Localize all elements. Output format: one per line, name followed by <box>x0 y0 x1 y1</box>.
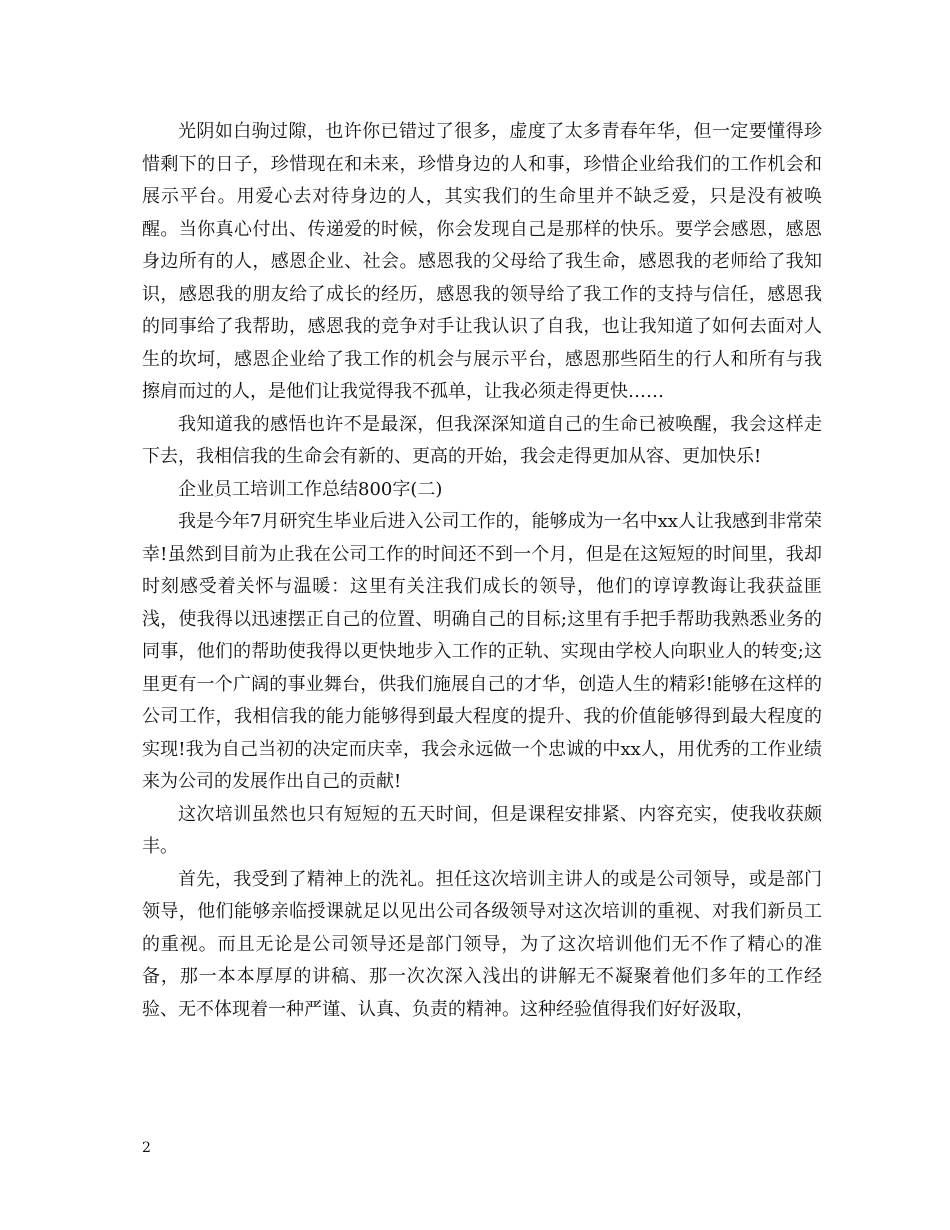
paragraph-joining-company: 我是今年7月研究生毕业后进入公司工作的，能够成为一名中xx人让我感到非常荣幸!虽然到目前为止我在公司工作的时间还不到一个月，但是在这短短的时间里，我却时刻感受着关怀与温暖：这里有关注我们成长的领导，他们的谆谆教诲让我获益匪浅，使我得以迅速摆正自己的位置、明确自己的目标;这里有手把手帮助我熟悉业务的同事，他们的帮助使我得以更快地步入工作的正轨、实现由学校人向职业人的转变;这里更有一个广阔的事业舞台，供我们施展自己的才华，创造人生的精彩!能够在这样的公司工作，我相信我的能力能够得到最大程度的提升、我的价值能够得到最大程度的实现!我为自己当初的决定而庆幸，我会永远做一个忠诚的中xx人，用优秀的工作业绩来为公司的发展作出自己的贡献! <box>142 511 822 792</box>
paragraph-awakening: 我知道我的感悟也许不是最深，但我深深知道自己的生命已被唤醒，我会这样走下去，我相信我的生命会有新的、更高的开始，我会走得更加从容、更加快乐! <box>142 413 822 467</box>
paragraph-gratitude: 光阴如白驹过隙，也许你已错过了很多，虚度了太多青春年华，但一定要懂得珍惜剩下的日子，珍惜现在和未来，珍惜身边的人和事，珍惜企业给我们的工作机会和展示平台。用爱心去对待身边的人，其实我们的生命里并不缺乏爱，只是没有被唤醒。当你真心付出、传递爱的时候，你会发现自己是那样的快乐。要学会感恩，感恩身边所有的人，感恩企业、社会。感恩我的父母给了我生命，感恩我的老师给了我知识，感恩我的朋友给了成长的经历，感恩我的领导给了我工作的支持与信任，感恩我的同事给了我帮助，感恩我的竞争对手让我认识了自我，也让我知道了如何去面对人生的坎坷，感恩企业给了我工作的机会与展示平台，感恩那些陌生的行人和所有与我擦肩而过的人，是他们让我觉得我不孤单，让我必须走得更快…… <box>142 121 822 402</box>
page-number: 2 <box>142 1140 151 1156</box>
paragraph-training-duration: 这次培训虽然也只有短短的五天时间，但是课程安排紧、内容充实，使我收获颇丰。 <box>142 803 822 857</box>
paragraph-spiritual-baptism: 首先，我受到了精神上的洗礼。担任这次培训主讲人的或是公司领导，或是部门领导，他们能够亲临授课就足以见出公司各级领导对这次培训的重视、对我们新员工的重视。而且无论是公司领导还是部门领导，为了这次培训他们无不作了精心的准备，那一本本厚厚的讲稿、那一次次深入浅出的讲解无不凝聚着他们多年的工作经验、无不体现着一种严谨、认真、负责的精神。这种经验值得我们好好汲取， <box>142 868 822 1020</box>
section-title: 企业员工培训工作总结800字(二) <box>178 478 443 500</box>
document-body <box>142 116 822 1026</box>
